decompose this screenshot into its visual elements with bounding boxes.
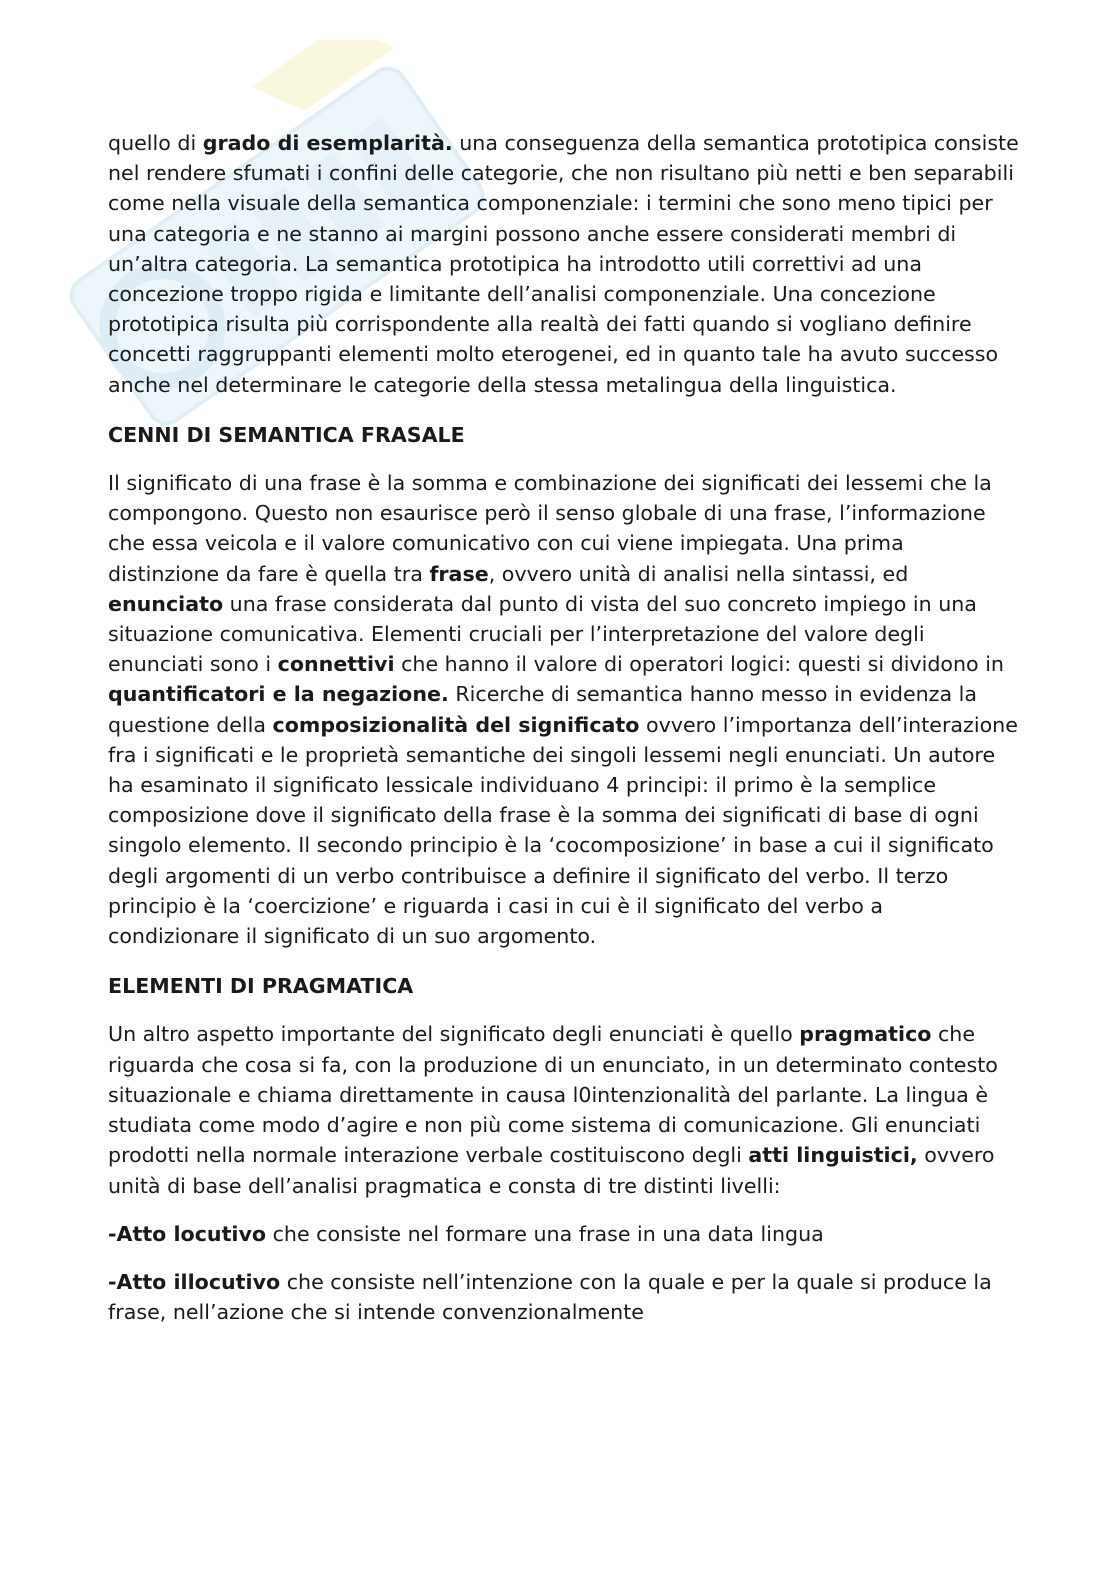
text-run: , ovvero unità di analisi nella sintassi, ed <box>488 561 909 586</box>
document-page <box>108 128 1020 1327</box>
bold-term: -Atto locutivo <box>108 1221 267 1246</box>
heading-semantica-frasale: CENNI DI SEMANTICA FRASALE <box>108 422 465 447</box>
paragraph-prototype-semantics <box>108 128 1020 400</box>
bold-term: frase <box>429 561 489 586</box>
text-run: che hanno il valore di operatori logici: questi si dividono in <box>394 652 1004 677</box>
bold-term: composizionalità del significato <box>272 712 640 737</box>
paragraph-pragmatica <box>108 1019 1020 1200</box>
list-item-atto-illocutivo <box>108 1267 1020 1327</box>
text-run: ovvero unità di base dell’analisi pragmatica e consta di tre distinti livelli: <box>108 1143 995 1198</box>
bold-term: atti linguistici, <box>748 1143 918 1168</box>
text-run: Il significato di una frase è la somma e combinazione dei significati dei lessemi che la compongono. Questo non esaurisce però il senso globale di una frase, l’informazione che essa veicola e il valore comunicativo con cui viene impiegata. Una prima distinzione da fare è quella tra <box>108 471 992 586</box>
paragraph-semantica-frasale <box>108 468 1020 951</box>
text-run: quello di <box>108 131 203 155</box>
bold-term: -Atto illocutivo <box>108 1269 281 1294</box>
text-run: che riguarda che cosa si fa, con la produzione di un enunciato, in un determinato contesto situazionale e chiama direttamente in causa l0intenzionalità del parlante. La lingua è studiata come modo d’agire e non più come sistema di comunicazione. Gli enunciati prodotti nella normale interazione verbale costituiscono degli <box>108 1022 998 1168</box>
text-run: che consiste nell’intenzione con la quale e per la quale si produce la frase, nell’azione che si intende convenzionalmente <box>108 1269 992 1325</box>
text-run: una frase considerata dal punto di vista del suo concreto impiego in una situazione comunicativa. Elementi cruciali per l’interpretazione del valore degli enunciati sono i <box>108 591 977 677</box>
list-item-atto-locutivo <box>108 1219 1020 1249</box>
heading-pragmatica: ELEMENTI DI PRAGMATICA <box>108 974 414 999</box>
bold-term: connettivi <box>277 652 395 677</box>
bold-term: grado di esemplarità. <box>202 131 453 155</box>
text-run: ovvero l’importanza dell’interazione fra i significati e le proprietà semantiche dei singoli lessemi negli enunciati. Un autore ha esaminato il significato lessicale individuano 4 principi: il primo è la semplice composizione dove il significato della frase è la somma dei significati di base di ogni singolo elemento. Il secondo principio è la ‘cocomposizione’ in base a cui il significato degli argomenti di un verbo contribuisce a definire il significato del verbo. Il terzo principio è la ‘coercizione’ e riguarda i casi in cui è il significato del verbo a condizionare il significato di un suo argomento. <box>108 712 1018 949</box>
text-run: Ricerche di semantica hanno messo in evidenza la questione della <box>108 682 977 737</box>
text-run: Un altro aspetto importante del significato degli enunciati è quello <box>108 1022 800 1047</box>
bold-term: quantificatori e la negazione. <box>108 682 449 707</box>
bold-term: pragmatico <box>799 1022 932 1047</box>
bold-term: enunciato <box>108 591 224 616</box>
text-run: una conseguenza della semantica prototipica consiste nel rendere sfumati i confini delle categorie, che non risultano più netti e ben separabili come nella visuale della semantica componenziale: i termini che sono meno tipici per una categoria e ne stanno ai margini possono anche essere considerati membri di un’altra categoria. La semantica prototipica ha introdotto utili correttivi ad una concezione troppo rigida e limitante dell’analisi componenziale. Una concezione prototipica risulta più corrispondente alla realtà dei fatti quando si vogliano definire concetti raggruppanti elementi molto eterogenei, ed in quanto tale ha avuto successo anche nel determinare le categorie della stessa metalingua della linguistica. <box>108 131 1019 397</box>
text-run: che consiste nel formare una frase in una data lingua <box>266 1221 824 1246</box>
